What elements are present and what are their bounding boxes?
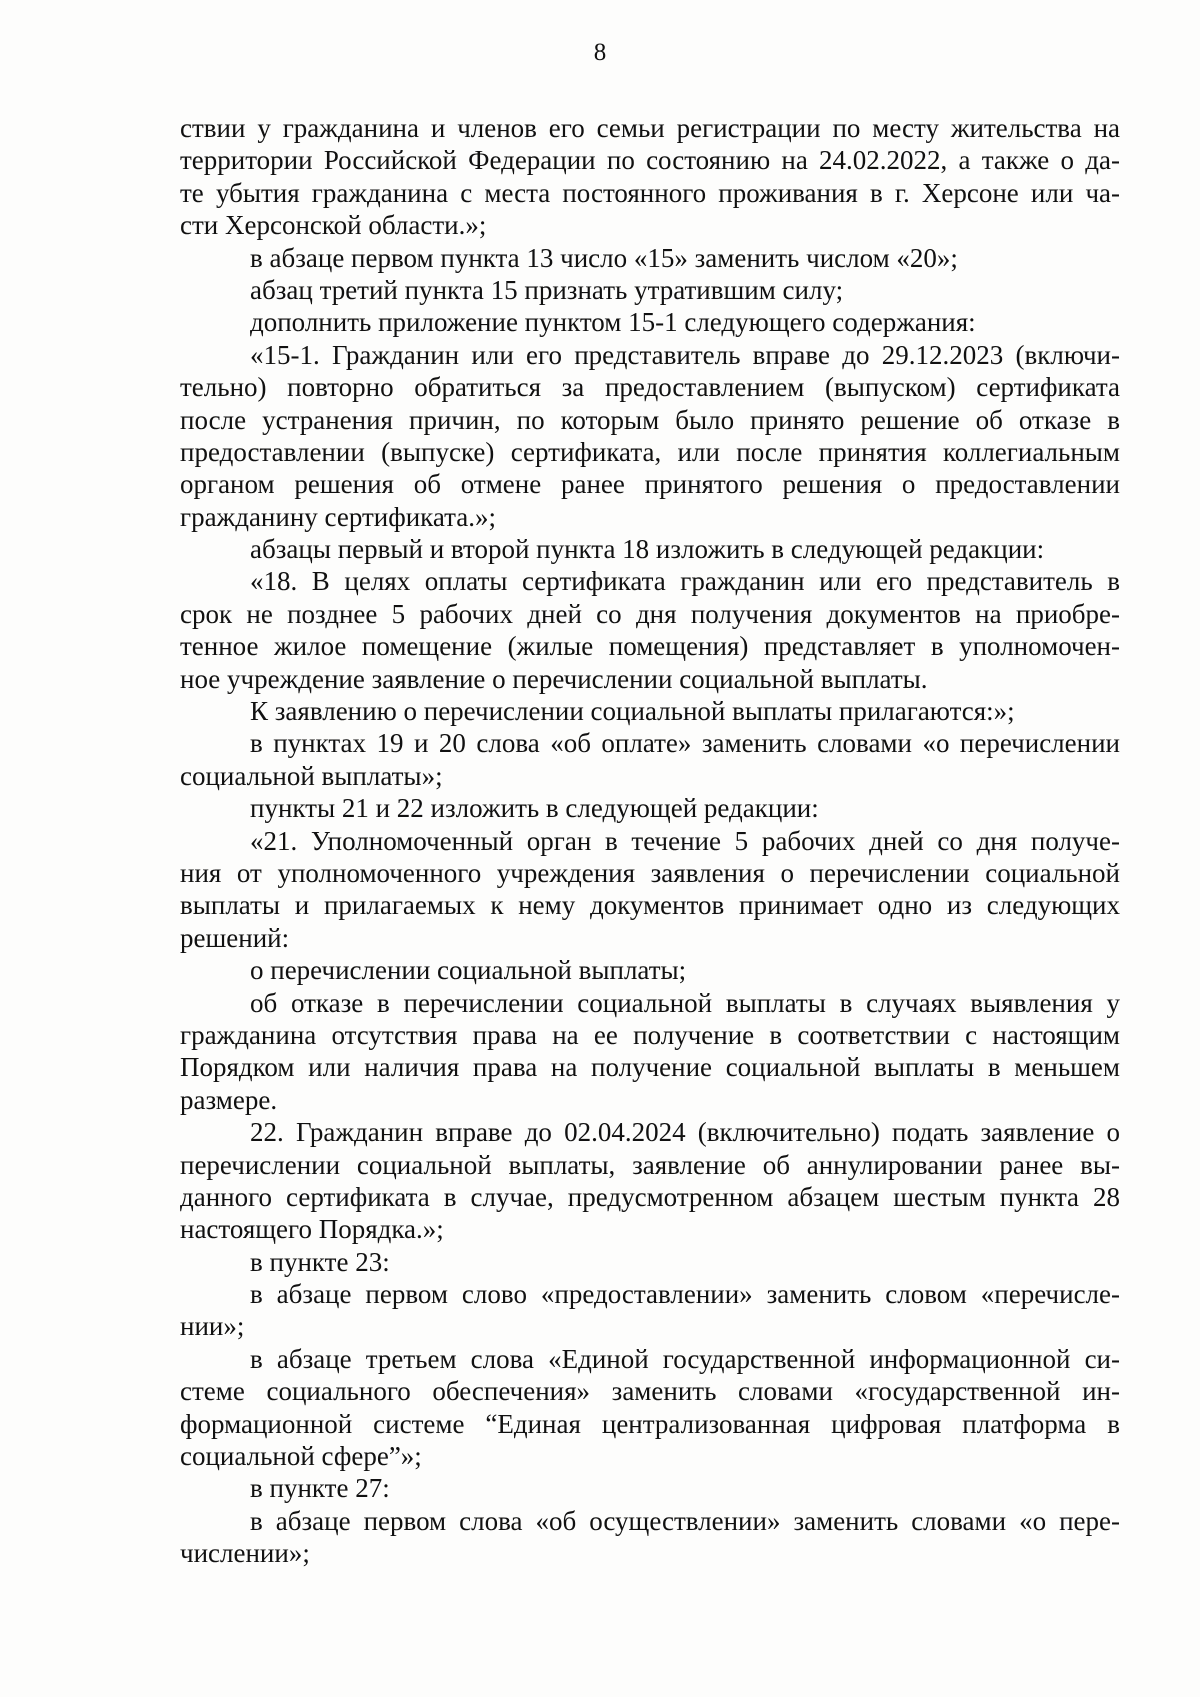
text-line: 22. Гражданин вправе до 02.04.2024 (включительно) подать заявление о: [250, 1117, 1120, 1148]
text-line: стеме социального обеспечения» заменить словами «государственной ин-: [180, 1376, 1120, 1407]
document-body: [180, 112, 1120, 1570]
text-line: предоставлении (выпуске) сертификата, или после принятия коллегиальным: [180, 436, 1120, 467]
text-line: перечислении социальной выплаты, заявление об аннулировании ранее вы-: [180, 1149, 1120, 1180]
text-line: ния от уполномоченного учреждения заявления о перечислении социальной: [180, 857, 1120, 888]
text-line: «18. В целях оплаты сертификата гражданин или его представитель в: [250, 566, 1120, 597]
text-line: Порядком или наличия права на получение социальной выплаты в меньшем: [180, 1052, 1120, 1083]
text-line: социальной выплаты»;: [180, 760, 443, 791]
text-line: гражданину сертификата.»;: [180, 501, 497, 532]
text-line: о перечислении социальной выплаты;: [250, 955, 687, 986]
text-line: в пунктах 19 и 20 слова «об оплате» заменить словами «о перечислении: [250, 728, 1120, 759]
text-line: после устранения причин, по которым было принято решение об отказе в: [180, 404, 1120, 435]
text-line: ствии у гражданина и членов его семьи регистрации по месту жительства на: [180, 113, 1120, 143]
text-line: в пункте 27:: [250, 1473, 390, 1504]
text-line: абзацы первый и второй пункта 18 изложить в следующей редакции:: [250, 534, 1045, 565]
text-line: в абзаце первом пункта 13 число «15» заменить числом «20»;: [250, 242, 958, 273]
text-line: дополнить приложение пунктом 15-1 следующего содержания:: [250, 307, 976, 338]
text-line: К заявлению о перечислении социальной выплаты прилагаются:»;: [250, 696, 1015, 727]
text-line: данного сертификата в случае, предусмотренном абзацем шестым пункта 28: [180, 1181, 1120, 1212]
text-line: тенное жилое помещение (жилые помещения) представляет в уполномочен-: [180, 631, 1120, 662]
text-line: те убытия гражданина с места постоянного проживания в г. Херсоне или ча-: [180, 177, 1120, 208]
text-line: социальной сфере”»;: [180, 1441, 422, 1472]
text-line: в абзаце первом слово «предоставлении» заменить словом «перечисле-: [250, 1279, 1120, 1310]
text-line: размере.: [180, 1084, 278, 1115]
text-line: в пункте 23:: [250, 1246, 390, 1277]
text-line: в абзаце третьем слова «Единой государственной информационной си-: [250, 1343, 1120, 1374]
text-line: тельно) повторно обратиться за предоставлением (выпуском) сертификата: [180, 372, 1120, 403]
text-line: ное учреждение заявление о перечислении социальной выплаты.: [180, 663, 928, 694]
text-line: пункты 21 и 22 изложить в следующей редакции:: [250, 793, 819, 824]
text-line: об отказе в перечислении социальной выплаты в случаях выявления у: [250, 987, 1120, 1018]
page-number: 8: [593, 39, 607, 66]
text-line: срок не позднее 5 рабочих дней со дня получения документов на приобре-: [180, 598, 1120, 629]
text-line: «21. Уполномоченный орган в течение 5 рабочих дней со дня получе-: [250, 825, 1120, 856]
text-line: числении»;: [180, 1538, 310, 1569]
text-line: в абзаце первом слова «об осуществлении» заменить словами «о пере-: [250, 1505, 1120, 1536]
text-line: «15-1. Гражданин или его представитель вправе до 29.12.2023 (включи-: [250, 339, 1120, 370]
text-line: настоящего Порядка.»;: [180, 1214, 444, 1245]
text-line: абзац третий пункта 15 признать утратившим силу;: [250, 274, 844, 305]
text-line: решений:: [180, 922, 290, 953]
text-line: сти Херсонской области.»;: [180, 210, 487, 241]
text-line: нии»;: [180, 1311, 245, 1342]
text-line: органом решения об отмене ранее принятого решения о предоставлении: [180, 469, 1120, 500]
text-line: выплаты и прилагаемых к нему документов принимает одно из следующих: [180, 890, 1120, 921]
text-line: формационной системе “Единая централизованная цифровая платформа в: [180, 1408, 1120, 1439]
text-line: территории Российской Федерации по состоянию на 24.02.2022, а также о да-: [180, 145, 1120, 176]
text-line: гражданина отсутствия права на ее получение в соответствии с настоящим: [180, 1019, 1120, 1050]
